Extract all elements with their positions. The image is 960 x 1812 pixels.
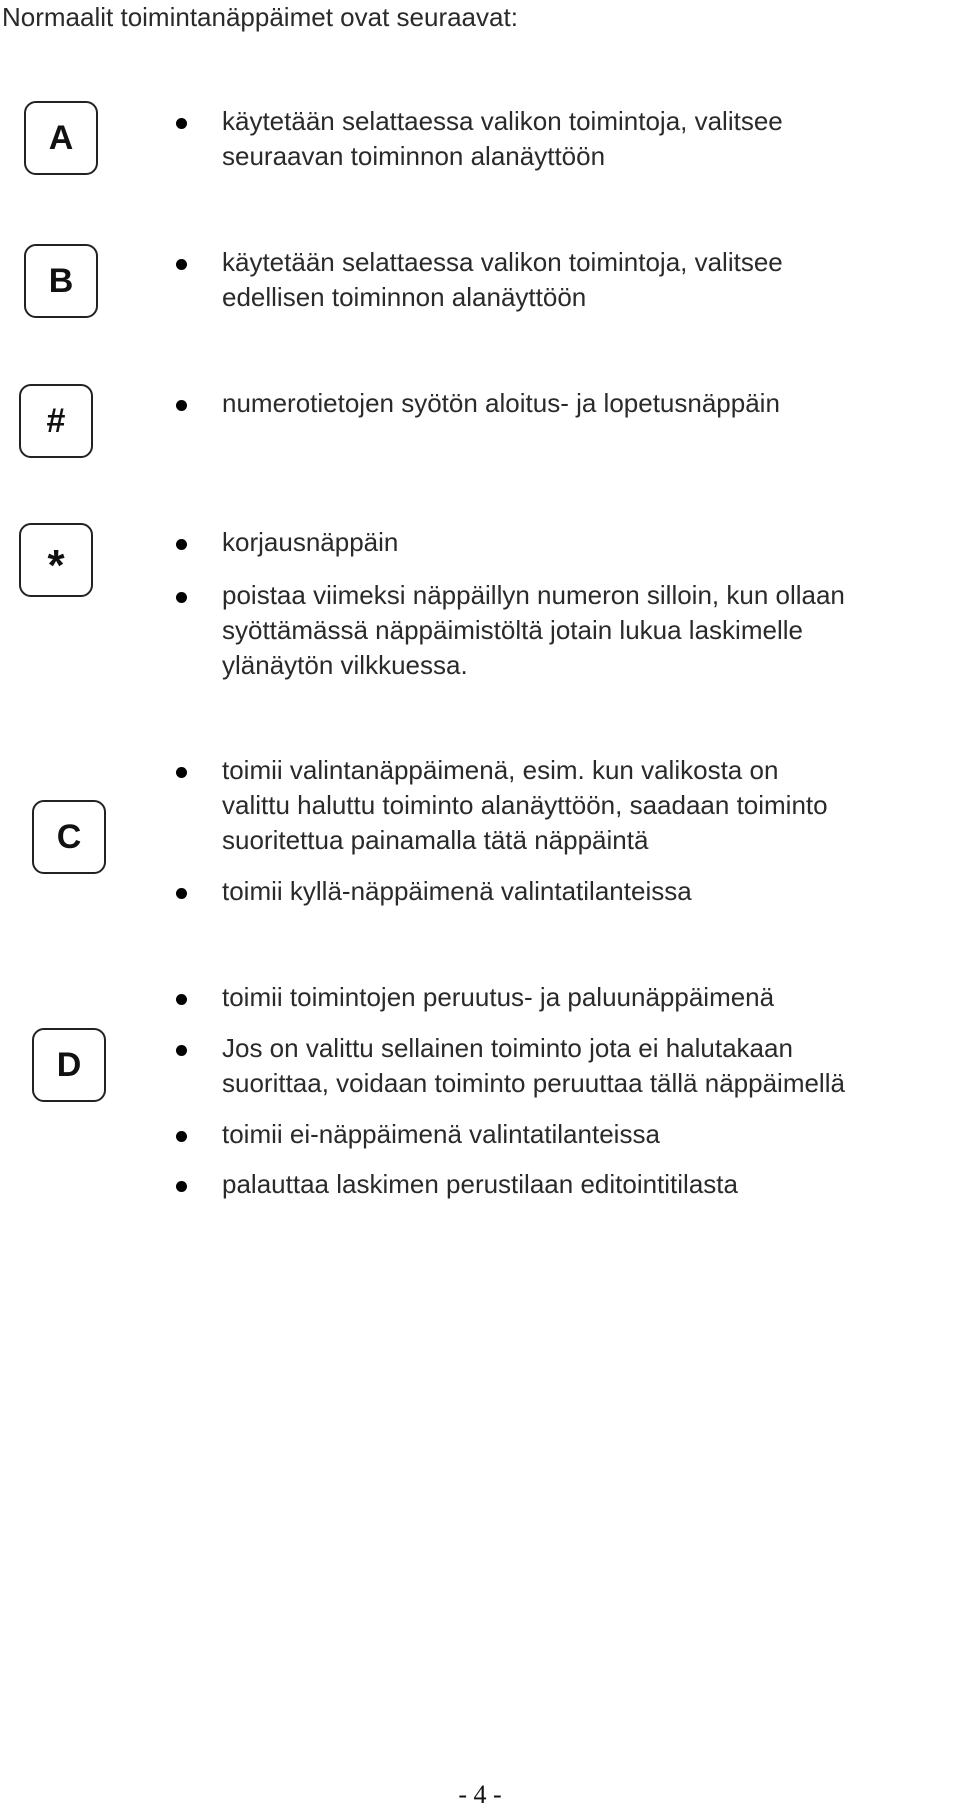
page-number: - 4 -: [458, 1780, 502, 1809]
bullet: [176, 400, 187, 411]
item-text: [222, 874, 692, 909]
item-line: palauttaa laskimen perustilaan editointitilasta: [222, 1169, 738, 1199]
key-d-label: D: [56, 1045, 82, 1084]
item-line: käytetään selattaessa valikon toimintoja, valitsee: [222, 106, 783, 136]
item-line: syöttämässä näppäimistöltä jotain lukua laskimelle: [222, 615, 803, 645]
item-line: edellisen toiminnon alanäyttöön: [222, 282, 587, 312]
item-line: korjausnäppäin: [222, 527, 399, 557]
key-a-label: A: [48, 118, 74, 157]
key-b-icon: [24, 244, 98, 318]
item-line: ylänäytön vilkkuessa.: [222, 650, 468, 680]
bullet: [176, 1131, 187, 1142]
key-star-label: *: [47, 541, 65, 590]
key-c-label: C: [56, 817, 82, 856]
bullet: [176, 1045, 187, 1056]
bullet: [176, 539, 187, 550]
item-text: [222, 525, 398, 560]
key-hash-icon: [19, 384, 93, 458]
item-line: seuraavan toiminnon alanäyttöön: [222, 141, 606, 171]
item-line: toimii toimintojen peruutus- ja paluunäppäimenä: [222, 982, 775, 1012]
page-heading: Normaalit toimintanäppäimet ovat seuraavat:: [2, 2, 518, 32]
bullet: [176, 767, 187, 778]
bullet: [176, 1181, 187, 1192]
key-star-icon: [19, 523, 93, 597]
bullet: [176, 888, 187, 899]
item-line: suorittaa, voidaan toiminto peruuttaa tällä näppäimellä: [222, 1068, 845, 1098]
item-text: [222, 386, 780, 421]
item-line: suoritettua painamalla tätä näppäintä: [222, 825, 649, 855]
key-hash-label: #: [46, 401, 66, 440]
item-text: [222, 245, 783, 315]
item-line: valittu haluttu toiminto alanäyttöön, saadaan toiminto: [222, 790, 828, 820]
bullet: [176, 118, 187, 129]
item-text: [222, 104, 783, 174]
item-line: numerotietojen syötön aloitus- ja lopetusnäppäin: [222, 388, 780, 418]
item-text: [222, 1117, 660, 1152]
item-text: [222, 1167, 738, 1202]
item-text: [222, 980, 774, 1015]
item-line: käytetään selattaessa valikon toimintoja, valitsee: [222, 247, 783, 277]
key-d-icon: [32, 1028, 106, 1102]
item-text: [222, 1031, 845, 1101]
bullet: [176, 994, 187, 1005]
item-text: [222, 753, 828, 858]
bullet: [176, 592, 187, 603]
item-line: toimii kyllä-näppäimenä valintatilanteissa: [222, 876, 692, 906]
item-line: Jos on valittu sellainen toiminto jota ei halutakaan: [222, 1033, 793, 1063]
item-line: poistaa viimeksi näppäillyn numeron silloin, kun ollaan: [222, 580, 845, 610]
item-line: toimii ei-näppäimenä valintatilanteissa: [222, 1119, 660, 1149]
item-line: toimii valintanäppäimenä, esim. kun valikosta on: [222, 755, 779, 785]
bullet: [176, 259, 187, 270]
key-a-icon: [24, 101, 98, 175]
key-c-icon: [32, 800, 106, 874]
item-text: [222, 578, 845, 683]
key-b-label: B: [48, 261, 74, 300]
